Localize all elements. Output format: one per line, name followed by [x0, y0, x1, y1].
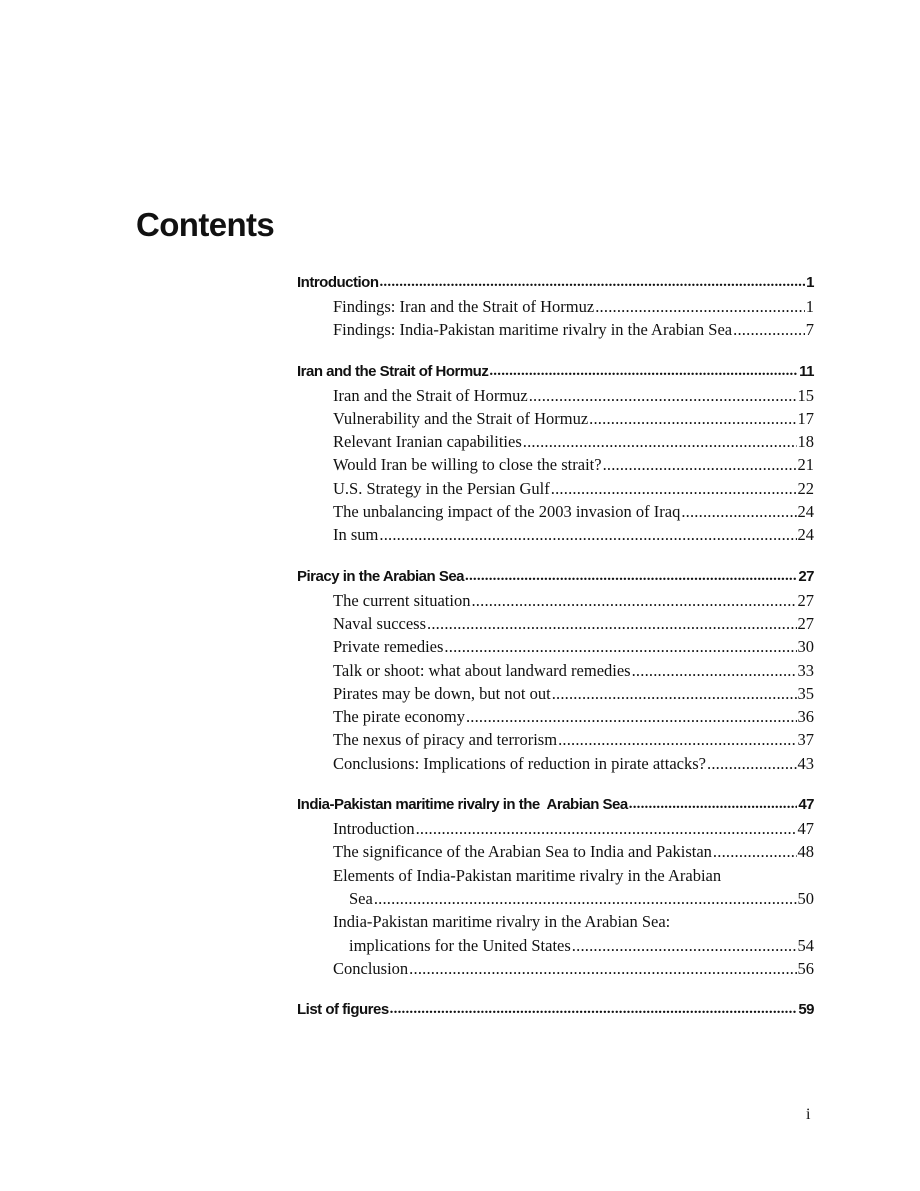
toc-page-number: 47	[798, 796, 814, 814]
toc-entry-label: Findings: India-Pakistan maritime rivalry in the Arabian Sea	[333, 320, 733, 340]
toc-section-title: Piracy in the Arabian Sea	[297, 567, 465, 585]
toc-entry[interactable]	[297, 752, 814, 775]
toc-page-number: 33	[797, 660, 814, 680]
toc-page-number: 17	[797, 408, 814, 428]
toc-page-number: 24	[797, 502, 814, 522]
leader-dots	[552, 682, 797, 705]
leader-dots	[489, 359, 798, 384]
toc-page-number: 7	[805, 320, 814, 340]
toc-section-title: Iran and the Strait of Hormuz	[297, 362, 489, 380]
toc-entry[interactable]	[297, 430, 814, 453]
toc-entry-label: U.S. Strategy in the Persian Gulf	[333, 478, 550, 498]
toc-entry[interactable]	[297, 705, 814, 728]
toc-entry-label: Iran and the Strait of Hormuz	[333, 385, 528, 405]
toc-entry-label: Talk or shoot: what about landward remedies	[333, 660, 631, 680]
toc-entry-label: The unbalancing impact of the 2003 invasion of Iraq	[333, 502, 681, 522]
leader-dots	[572, 934, 797, 957]
toc-page-number: 43	[797, 753, 814, 773]
leader-dots	[632, 659, 797, 682]
toc-page-number: 27	[798, 567, 814, 585]
toc-entry[interactable]	[297, 523, 814, 546]
toc-entry[interactable]	[297, 817, 814, 840]
toc-entry[interactable]	[297, 500, 814, 523]
toc-entry-label: The significance of the Arabian Sea to India and Pakistan	[333, 842, 712, 862]
leader-dots	[713, 840, 797, 863]
toc-entry[interactable]	[297, 840, 814, 863]
toc-page-number: 59	[798, 1001, 814, 1019]
toc-entry[interactable]	[297, 864, 814, 911]
toc-entry[interactable]	[297, 728, 814, 751]
leader-dots	[589, 407, 796, 430]
toc-page-number: 56	[797, 958, 814, 978]
toc-entry-label: Relevant Iranian capabilities	[333, 432, 522, 452]
toc-page-number: 37	[797, 730, 814, 750]
leader-dots	[595, 295, 805, 318]
toc-entry-label: Findings: Iran and the Strait of Hormuz	[333, 297, 595, 316]
toc-section-piracy	[297, 564, 814, 775]
toc-page-number: 48	[797, 842, 814, 862]
toc-entry[interactable]	[297, 477, 814, 500]
leader-dots	[379, 523, 796, 546]
leader-dots	[558, 728, 796, 751]
toc-section-list-of-figures	[297, 997, 814, 1022]
toc-page-number: 11	[799, 362, 814, 380]
leader-dots	[551, 477, 797, 500]
page-number: i	[806, 1106, 811, 1123]
leader-dots	[390, 997, 798, 1022]
toc-section-heading[interactable]	[297, 564, 814, 589]
leader-dots	[523, 430, 797, 453]
toc-entry-label-line2: implications for the United States	[349, 935, 571, 955]
leader-dots	[379, 270, 805, 295]
toc-entry-label: Introduction	[333, 819, 415, 839]
leader-dots	[466, 705, 797, 728]
toc-page-number: 1	[805, 297, 814, 316]
toc-page-number: 47	[797, 819, 814, 839]
toc-page-number: 22	[797, 478, 814, 498]
toc-entry[interactable]	[297, 295, 814, 318]
toc-entry[interactable]	[297, 453, 814, 476]
leader-dots	[471, 589, 796, 612]
leader-dots	[374, 887, 797, 910]
toc-entry[interactable]	[297, 318, 814, 341]
toc-page-number: 27	[797, 590, 814, 610]
toc-entry-label: Conclusion	[333, 958, 409, 978]
toc-section-heading[interactable]	[297, 792, 814, 817]
toc-section-india-pakistan	[297, 792, 814, 980]
toc-page-number: 15	[797, 385, 814, 405]
toc-entry-label: Vulnerability and the Strait of Hormuz	[333, 408, 589, 428]
leader-dots	[416, 817, 797, 840]
toc-page-number: 18	[797, 432, 814, 452]
toc-page-number: 24	[797, 525, 814, 545]
toc-page-number: 50	[797, 888, 814, 908]
toc-section-heading[interactable]	[297, 270, 814, 295]
toc-page-number: 36	[797, 707, 814, 727]
toc-entry-label-line2: Sea	[349, 888, 373, 908]
leader-dots	[603, 453, 797, 476]
page-title: Contents	[136, 206, 275, 243]
table-of-contents	[297, 270, 814, 1039]
leader-dots	[707, 752, 797, 775]
toc-page-number: 35	[797, 683, 814, 703]
toc-section-title: Introduction	[297, 274, 379, 291]
toc-entry-label: Conclusions: Implications of reduction in pirate attacks?	[333, 753, 706, 773]
toc-entry[interactable]	[297, 589, 814, 612]
toc-entry[interactable]	[297, 635, 814, 658]
toc-entry-label: Naval success	[333, 613, 427, 633]
toc-entry-label: Private remedies	[333, 637, 444, 657]
toc-entry-label: Would Iran be willing to close the strait?	[333, 455, 602, 475]
leader-dots	[681, 500, 796, 523]
toc-entry[interactable]	[297, 659, 814, 682]
toc-entry[interactable]	[297, 384, 814, 407]
toc-section-heading[interactable]	[297, 997, 814, 1022]
toc-page-number: 1	[806, 274, 814, 291]
toc-section-introduction	[297, 270, 814, 342]
toc-entry[interactable]	[297, 612, 814, 635]
toc-section-title: List of figures	[297, 1001, 389, 1019]
toc-entry-label: In sum	[333, 525, 379, 545]
toc-page-number: 21	[797, 455, 814, 475]
toc-entry-label-line1: India-Pakistan maritime rivalry in the Arabian Sea:	[333, 912, 671, 932]
toc-entry-label: Pirates may be down, but not out	[333, 683, 551, 703]
toc-section-iran	[297, 359, 814, 547]
leader-dots	[529, 384, 797, 407]
leader-dots	[444, 635, 796, 658]
toc-entry-label: The nexus of piracy and terrorism	[333, 730, 558, 750]
toc-section-heading[interactable]	[297, 359, 814, 384]
leader-dots	[629, 792, 798, 817]
toc-page-number: 54	[797, 935, 814, 955]
toc-entry-label: The pirate economy	[333, 707, 465, 727]
leader-dots	[465, 564, 797, 589]
leader-dots	[427, 612, 796, 635]
toc-entry[interactable]	[297, 682, 814, 705]
toc-entry[interactable]	[297, 910, 814, 957]
toc-section-title: India-Pakistan maritime rivalry in the Arabian Sea	[297, 796, 628, 814]
toc-entry-label: The current situation	[333, 590, 471, 610]
toc-page-number: 30	[797, 637, 814, 657]
leader-dots	[409, 957, 796, 980]
toc-entry[interactable]	[297, 407, 814, 430]
toc-page-number: 27	[797, 613, 814, 633]
toc-entry[interactable]	[297, 957, 814, 980]
toc-entry-label-line1: Elements of India-Pakistan maritime rivalry in the Arabian	[333, 865, 722, 885]
leader-dots	[733, 318, 805, 341]
